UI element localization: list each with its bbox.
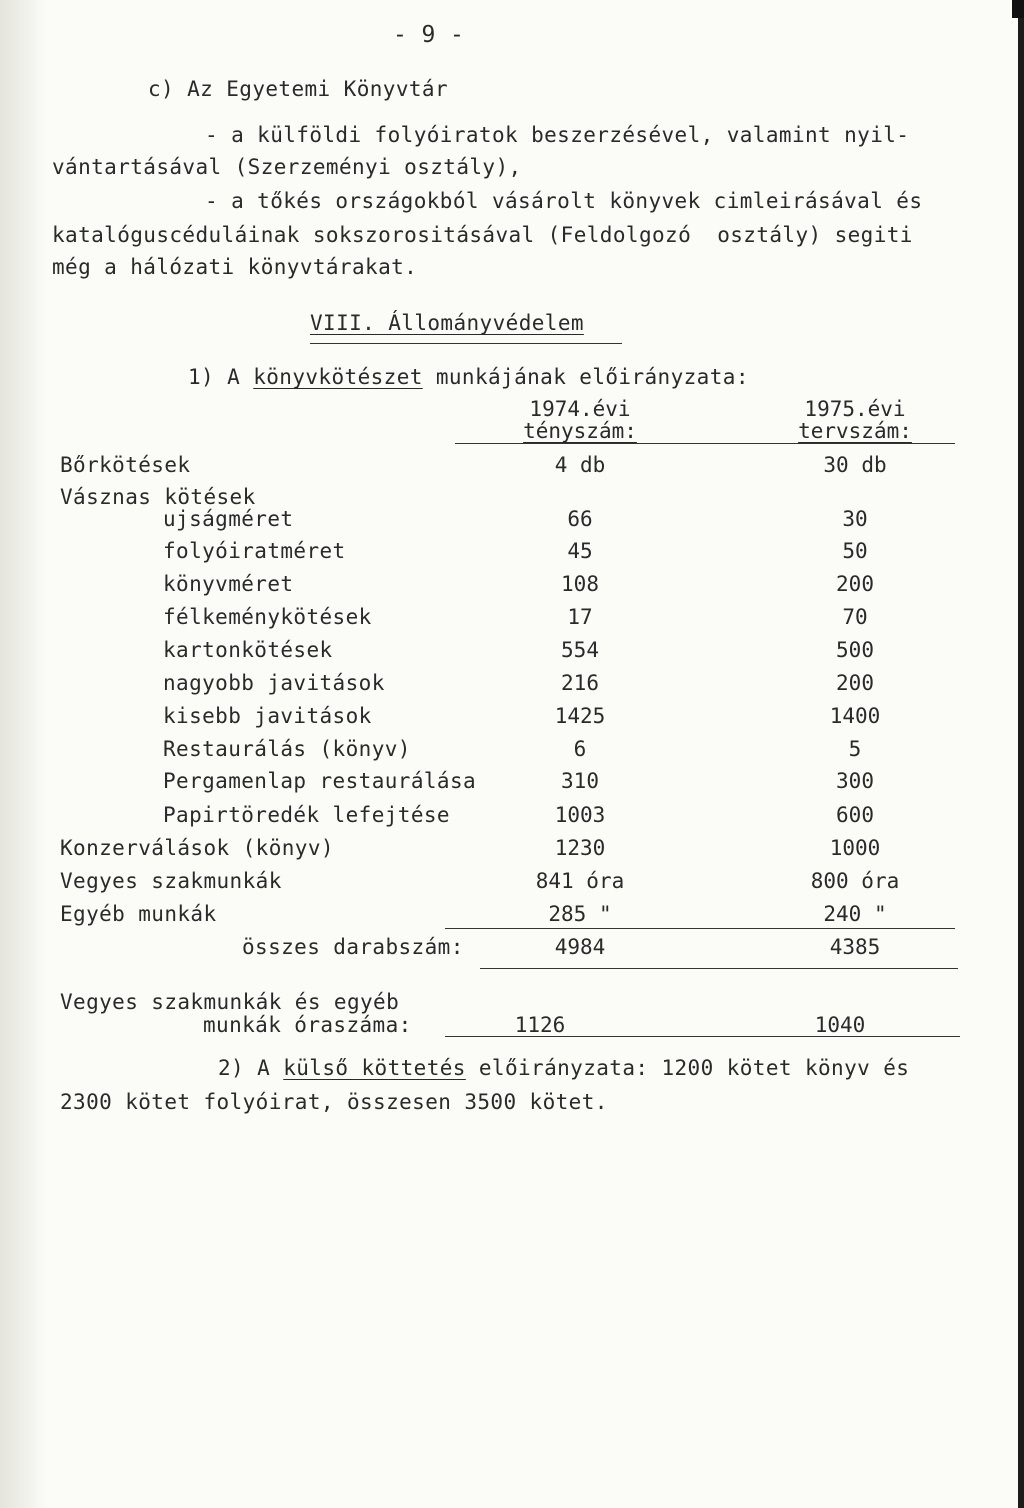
item-2-line2: 2300 kötet folyóirat, összesen 3500 kötet. xyxy=(60,1090,608,1114)
table-cell-1975: 50 xyxy=(842,539,868,563)
table-cell-1974: 4 db xyxy=(554,453,606,477)
table-cell-1974: 1425 xyxy=(554,704,606,728)
item-1-underlined-term: könyvkötészet xyxy=(253,365,423,389)
total-label: összes darabszám: xyxy=(242,935,464,959)
hours-1975: 1040 xyxy=(814,1013,866,1037)
title-double-underline xyxy=(310,343,622,344)
item-1-prefix: 1) A xyxy=(188,365,254,389)
total-double-rule xyxy=(480,968,958,969)
col-1974-header-line1: 1974.évi xyxy=(529,397,631,421)
table-cell-1975: 200 xyxy=(836,671,874,695)
total-1975: 4385 xyxy=(829,935,881,959)
hours-1974: 1126 xyxy=(514,1013,566,1037)
table-row-label: Bőrkötések xyxy=(60,453,191,477)
table-row-label: Vásznas kötések xyxy=(60,485,256,509)
table-row-label: Restaurálás (könyv) xyxy=(163,737,411,761)
scan-left-edge-shadow xyxy=(0,0,48,1508)
scan-right-edge xyxy=(1018,0,1024,1508)
scan-corner-mark xyxy=(1012,0,1024,18)
col-1974-header-line2: tényszám: xyxy=(523,419,637,443)
table-row-label: nagyobb javitások xyxy=(163,671,385,695)
table-cell-1974: 45 xyxy=(567,539,593,563)
section-c-heading: c) Az Egyetemi Könyvtár xyxy=(148,77,448,101)
table-cell-1975: 30 xyxy=(842,507,868,531)
table-cell-1975: 800 óra xyxy=(810,869,900,893)
item-2-line1 xyxy=(218,1055,909,1081)
table-row-label: Papirtöredék lefejtése xyxy=(163,803,450,827)
paragraph-line-4: katalóguscéduláinak sokszorositásával (Feldolgozó osztály) segiti xyxy=(52,223,913,247)
subtotal-rule xyxy=(445,928,955,929)
table-cell-1975: 300 xyxy=(836,769,874,793)
table-cell-1974: 554 xyxy=(561,638,599,662)
table-cell-1974: 108 xyxy=(561,572,599,596)
paragraph-line-5: még a hálózati könyvtárakat. xyxy=(52,255,418,279)
table-cell-1974: 1230 xyxy=(554,836,606,860)
table-row-label: Konzerválások (könyv) xyxy=(60,836,334,860)
table-row-label: folyóiratméret xyxy=(163,539,346,563)
page-number: - 9 - xyxy=(393,22,465,48)
item-1-heading xyxy=(188,364,749,390)
hours-label-line2: munkák óraszáma: xyxy=(203,1013,412,1037)
table-cell-1975: 500 xyxy=(836,638,874,662)
table-cell-1974: 1003 xyxy=(554,803,606,827)
table-row-label: ujságméret xyxy=(163,507,294,531)
item-2-underlined-term: külső köttetés xyxy=(283,1056,466,1080)
table-cell-1975: 30 db xyxy=(823,453,887,477)
table-row-label: Pergamenlap restaurálása xyxy=(163,769,477,793)
item-2-suffix: előirányzata: 1200 kötet könyv és xyxy=(465,1056,910,1080)
item-1-suffix: munkájának előirányzata: xyxy=(422,365,749,389)
section-viii-title: VIII. Állományvédelem xyxy=(310,311,584,335)
table-cell-1974: 310 xyxy=(561,769,599,793)
table-row-label: kartonkötések xyxy=(163,638,333,662)
table-cell-1975: 5 xyxy=(848,737,862,761)
paragraph-line-2: vántartásával (Szerzeményi osztály), xyxy=(52,155,522,179)
paragraph-line-1: - a külföldi folyóiratok beszerzésével, valamint nyil- xyxy=(205,123,910,147)
table-cell-1975: 1000 xyxy=(829,836,881,860)
table-cell-1974: 841 óra xyxy=(535,869,625,893)
table-cell-1975: 1400 xyxy=(829,704,881,728)
table-cell-1975: 200 xyxy=(836,572,874,596)
table-cell-1974: 285 " xyxy=(548,902,612,926)
table-cell-1974: 17 xyxy=(567,605,593,629)
item-2-prefix: 2) A xyxy=(218,1056,284,1080)
table-cell-1974: 66 xyxy=(567,507,593,531)
hours-label-line1: Vegyes szakmunkák és egyéb xyxy=(60,990,400,1014)
table-row-label: félkeménykötések xyxy=(163,605,372,629)
table-cell-1975: 240 " xyxy=(823,902,887,926)
table-cell-1975: 600 xyxy=(836,803,874,827)
table-row-label: könyvméret xyxy=(163,572,294,596)
table-row-label: Egyéb munkák xyxy=(60,902,217,926)
total-1974: 4984 xyxy=(554,935,606,959)
table-cell-1974: 216 xyxy=(561,671,599,695)
col-1975-header-line1: 1975.évi xyxy=(804,397,906,421)
table-cell-1975: 70 xyxy=(842,605,868,629)
header-rule xyxy=(455,443,955,444)
paragraph-line-3: - a tőkés országokból vásárolt könyvek cimleirásával és xyxy=(205,189,923,213)
table-row-label: kisebb javitások xyxy=(163,704,372,728)
col-1975-header-line2: tervszám: xyxy=(798,419,912,443)
table-row-label: Vegyes szakmunkák xyxy=(60,869,282,893)
hours-rule xyxy=(445,1036,960,1037)
table-cell-1974: 6 xyxy=(573,737,587,761)
